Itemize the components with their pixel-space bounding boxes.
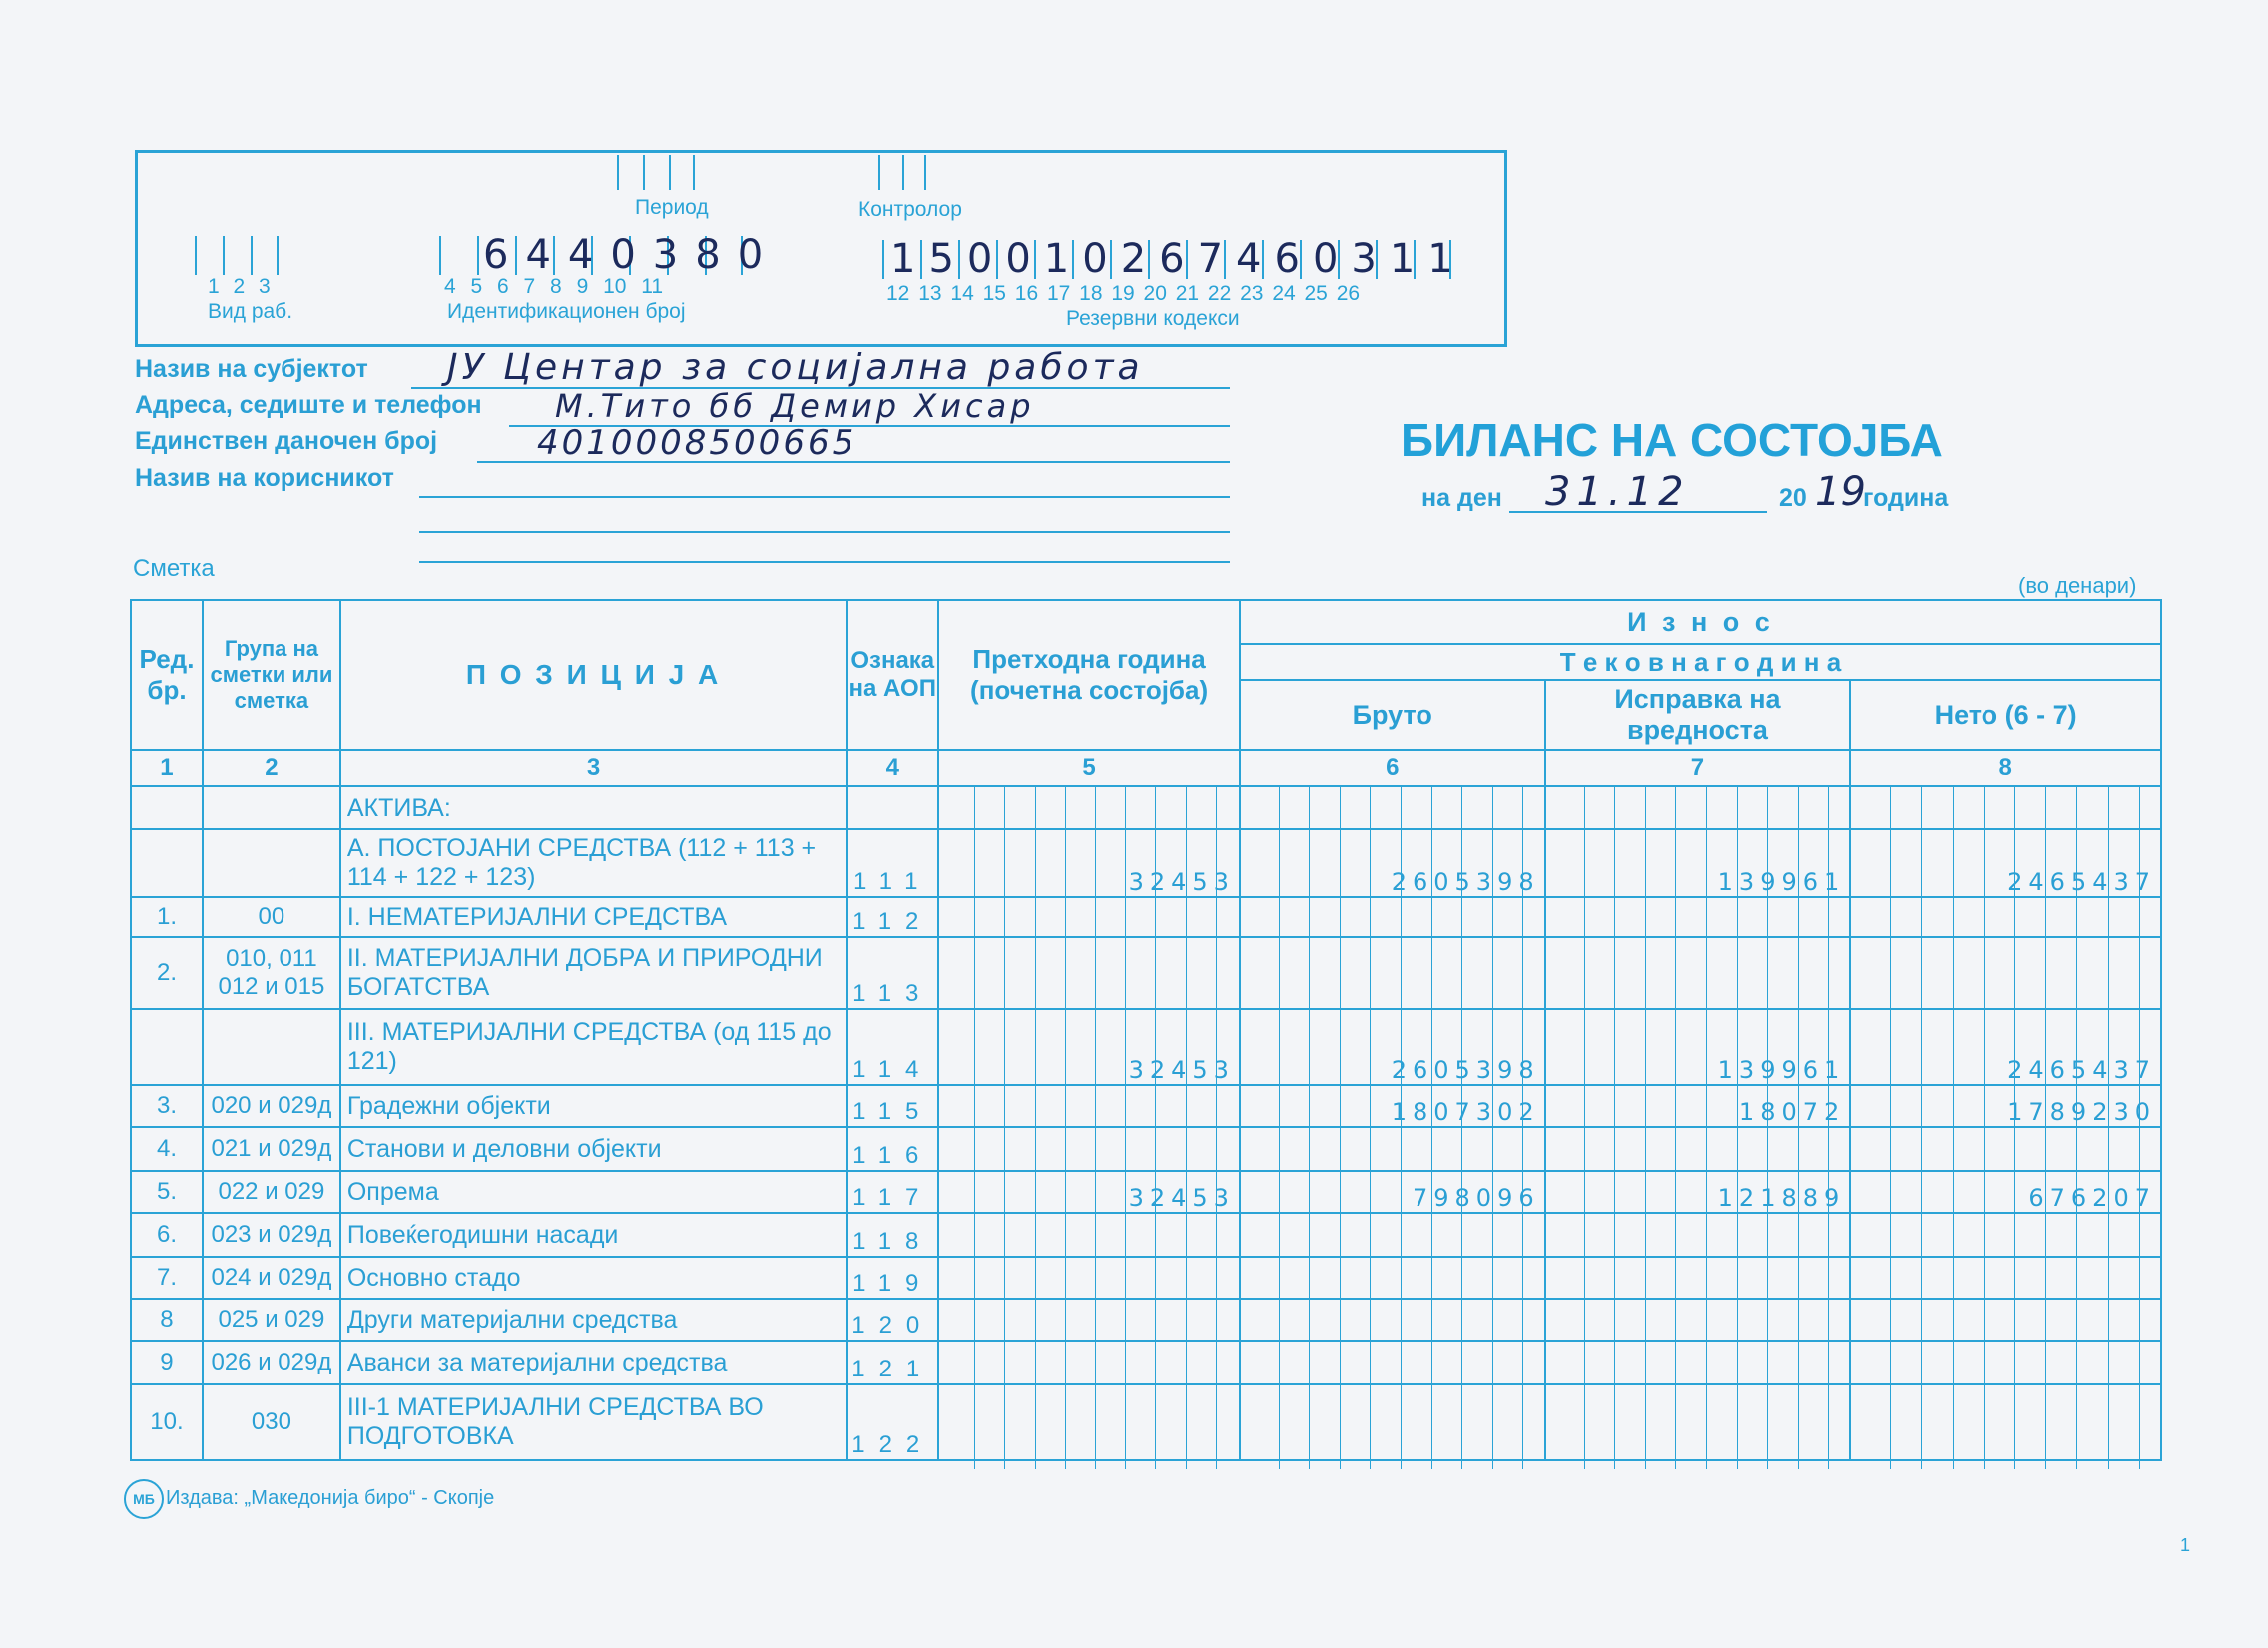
col-gross-header: Бруто [1352, 699, 1432, 730]
subject-name-label: Назив на субјектот [135, 355, 368, 383]
cell-red [131, 1009, 203, 1085]
cell-red [131, 829, 203, 897]
cell-prev [938, 1213, 1240, 1257]
table-row [131, 1257, 2161, 1299]
col-net-header: Нето (6 - 7) [1934, 699, 2077, 730]
cell-pos: АКТИВА: [340, 786, 847, 829]
digit-grid-line [1186, 786, 1187, 1469]
cell-red: 3. [131, 1085, 203, 1127]
cell-red: 7. [131, 1257, 203, 1299]
cell-aop: 122 [847, 1384, 938, 1460]
col-number: 2 [203, 750, 340, 786]
digit-grid-line [2076, 786, 2077, 1469]
reserve-value: 150010267460311 [890, 236, 1466, 281]
cell-prev [938, 1085, 1240, 1127]
cell-prev [938, 937, 1240, 1009]
publisher-text: Издава: „Македонија биро“ - Скопје [166, 1487, 495, 1509]
cell-gross: 1807302 [1240, 1085, 1545, 1127]
digit-grid-line [1065, 786, 1066, 1469]
cell-pos: Аванси за материјални средства [340, 1341, 847, 1384]
cell-pos: Градежни објекти [340, 1085, 847, 1127]
cell-red: 5. [131, 1171, 203, 1213]
cell-pos: Повеќегодишни насади [340, 1213, 847, 1257]
id-digits: 4 5 6 7 8 9 10 11 [444, 275, 664, 298]
digit-grid-line [1767, 786, 1768, 1469]
cell-gross [1240, 1213, 1545, 1257]
cell-red: 9 [131, 1341, 203, 1384]
cell-gross [1240, 897, 1545, 937]
digit-grid-line [1737, 786, 1738, 1469]
digit-grid-line [1309, 786, 1310, 1469]
cell-gross [1240, 937, 1545, 1009]
digit-grid-line [1095, 786, 1096, 1469]
tax-number-label: Единствен даночен број [135, 427, 438, 455]
cell-red: 4. [131, 1127, 203, 1171]
table-row [131, 897, 2161, 937]
cell-net [1850, 937, 2161, 1009]
cell-prev: 32453 [938, 1009, 1240, 1085]
digit-grid-line [2139, 786, 2140, 1469]
cell-gross: 2605398 [1240, 1009, 1545, 1085]
cell-group: 026 и 029д [203, 1341, 340, 1384]
cell-corr [1545, 1299, 1851, 1341]
table-row [131, 786, 2161, 829]
type-label: Вид раб. [208, 300, 293, 323]
cell-corr [1545, 1384, 1851, 1460]
cell-pos: III. МАТЕРИЈАЛНИ СРЕДСТВА (од 115 до 121) [340, 1009, 847, 1085]
date-prefix: на ден [1421, 484, 1502, 512]
digit-grid-line [1035, 786, 1036, 1469]
col-group-header: Група на сметки или сметка [210, 636, 333, 713]
cell-corr [1545, 897, 1851, 937]
cell-group: 010, 011 012 и 015 [203, 937, 340, 1009]
cell-prev: 32453 [938, 829, 1240, 897]
col-amount-header: И з н о с [1627, 606, 1774, 637]
cell-aop: 121 [847, 1341, 938, 1384]
period-label: Период [635, 196, 709, 219]
col-current-header: Т е к о в н а г о д и н а [1559, 646, 1842, 677]
col-number: 6 [1240, 750, 1545, 786]
type-cells [195, 236, 279, 275]
balance-table [130, 599, 2162, 1461]
col-number: 7 [1545, 750, 1851, 786]
cell-group: 025 и 029 [203, 1299, 340, 1341]
cell-prev [938, 1299, 1240, 1341]
cell-aop: 113 [847, 937, 938, 1009]
cell-prev: 32453 [938, 1171, 1240, 1213]
cell-group: 00 [203, 897, 340, 937]
extra-line-2 [419, 561, 1230, 563]
reserve-label: Резервни кодекси [1066, 307, 1240, 330]
cell-net [1850, 1341, 2161, 1384]
table-row [131, 1085, 2161, 1127]
col-number: 8 [1850, 750, 2161, 786]
cell-corr: 139961 [1545, 1009, 1851, 1085]
cell-pos: Основно стадо [340, 1257, 847, 1299]
address-label: Адреса, седиште и телефон [135, 391, 482, 419]
table-row [131, 1384, 2161, 1460]
cell-gross [1240, 1384, 1545, 1460]
cell-group [203, 786, 340, 829]
cell-aop: 117 [847, 1171, 938, 1213]
cell-aop [847, 786, 938, 829]
digit-grid-line [1431, 786, 1432, 1469]
cell-group: 020 и 029д [203, 1085, 340, 1127]
cell-corr: 18072 [1545, 1085, 1851, 1127]
cell-pos: Станови и деловни објекти [340, 1127, 847, 1171]
digit-grid-line [1798, 786, 1799, 1469]
cell-group: 024 и 029д [203, 1257, 340, 1299]
digit-grid-line [1155, 786, 1156, 1469]
cell-group: 030 [203, 1384, 340, 1460]
table-row [131, 937, 2161, 1009]
cell-net: 1789230 [1850, 1085, 2161, 1127]
digit-grid-line [1492, 786, 1493, 1469]
digit-grid-line [1921, 786, 1922, 1469]
digit-grid-line [1675, 786, 1676, 1469]
id-value: 6440380 [483, 232, 781, 277]
table-row [131, 1341, 2161, 1384]
publisher-logo-text: МБ [133, 1491, 155, 1507]
cell-net [1850, 1213, 2161, 1257]
id-label: Идентификационен број [447, 300, 686, 323]
digit-grid-line [2045, 786, 2046, 1469]
digit-grid-line [1461, 786, 1462, 1469]
cell-red [131, 786, 203, 829]
cell-aop: 118 [847, 1213, 938, 1257]
cell-aop: 116 [847, 1127, 938, 1171]
cell-group: 021 и 029д [203, 1127, 340, 1171]
digit-grid-line [1584, 786, 1585, 1469]
col-aop-header: Ознака на АОП [849, 647, 936, 702]
cell-group [203, 1009, 340, 1085]
cell-gross [1240, 786, 1545, 829]
digit-grid-line [1828, 786, 1829, 1469]
cell-gross [1240, 1257, 1545, 1299]
date-value: 31.12 [1545, 469, 1690, 515]
tax-number-value: 4010008500665 [537, 423, 857, 463]
cell-pos: Други материјални средства [340, 1299, 847, 1341]
digit-grid-line [1890, 786, 1891, 1469]
digit-grid-line [1706, 786, 1707, 1469]
cell-prev [938, 1257, 1240, 1299]
account-label: Сметка [133, 555, 215, 582]
cell-pos: А. ПОСТОЈАНИ СРЕДСТВА (112 + 113 + 114 + 122 + 123) [340, 829, 847, 897]
period-cells [617, 155, 695, 190]
cell-aop: 115 [847, 1085, 938, 1127]
col-number: 3 [340, 750, 847, 786]
cell-group: 022 и 029 [203, 1171, 340, 1213]
cell-net [1850, 1384, 2161, 1460]
cell-net [1850, 897, 2161, 937]
cell-aop: 112 [847, 897, 938, 937]
cell-group: 023 и 029д [203, 1213, 340, 1257]
digit-grid-line [1645, 786, 1646, 1469]
col-prev-header: Претходна година (почетна состојба) [970, 644, 1209, 705]
col-position-header: П О З И Ц И Ј А [465, 659, 722, 690]
year-suffix: година [1863, 484, 1949, 512]
cell-prev [938, 1127, 1240, 1171]
cell-red: 8 [131, 1299, 203, 1341]
cell-corr [1545, 937, 1851, 1009]
year-prefix: 20 [1779, 484, 1807, 512]
controller-label: Контролор [858, 198, 962, 221]
cell-net [1850, 1299, 2161, 1341]
currency-note: (во денари) [2018, 573, 2137, 598]
col-number: 5 [938, 750, 1240, 786]
digit-grid-line [2108, 786, 2109, 1469]
user-name-line [419, 496, 1230, 498]
digit-grid-line [1370, 786, 1371, 1469]
cell-prev [938, 786, 1240, 829]
cell-net: 676207 [1850, 1171, 2161, 1213]
digit-grid-line [1953, 786, 1954, 1469]
user-name-label: Назив на корисникот [135, 464, 394, 492]
cell-gross: 2605398 [1240, 829, 1545, 897]
cell-net: 2465437 [1850, 1009, 2161, 1085]
table-row [131, 1127, 2161, 1171]
cell-corr: 139961 [1545, 829, 1851, 897]
cell-group [203, 829, 340, 897]
cell-corr [1545, 786, 1851, 829]
cell-aop: 111 [847, 829, 938, 897]
column-number-row [131, 750, 2161, 786]
digit-grid-line [1004, 786, 1005, 1469]
reserve-digits: 12 13 14 15 16 17 18 19 20 21 22 23 24 25 26 [886, 282, 1361, 305]
cell-aop: 119 [847, 1257, 938, 1299]
cell-aop: 114 [847, 1009, 938, 1085]
digit-grid-line [1522, 786, 1523, 1469]
digit-grid-line [1279, 786, 1280, 1469]
table-row [131, 1213, 2161, 1257]
cell-pos: II. МАТЕРИЈАЛНИ ДОБРА И ПРИРОДНИ БОГАТСТВА [340, 937, 847, 1009]
cell-pos: III-1 МАТЕРИЈАЛНИ СРЕДСТВА ВО ПОДГОТОВКА [340, 1384, 847, 1460]
year-value: 19 [1815, 469, 1866, 515]
cell-net [1850, 1257, 2161, 1299]
subject-name-value: ЈУ Центар за социјална работа [447, 347, 1144, 388]
type-digits: 1 2 3 [208, 275, 275, 298]
cell-prev [938, 1341, 1240, 1384]
col-red-header: Ред. бр. [139, 644, 195, 705]
col-number: 4 [847, 750, 938, 786]
digit-grid-line [1340, 786, 1341, 1469]
document-title: БИЛАНС НА СОСТОЈБА [1401, 414, 1943, 466]
digit-grid-line [1614, 786, 1615, 1469]
table-row [131, 829, 2161, 897]
digit-grid-line [1401, 786, 1402, 1469]
cell-gross: 798096 [1240, 1171, 1545, 1213]
cell-red: 10. [131, 1384, 203, 1460]
cell-corr: 121889 [1545, 1171, 1851, 1213]
extra-line-1 [419, 531, 1230, 533]
cell-red: 1. [131, 897, 203, 937]
cell-corr [1545, 1127, 1851, 1171]
cell-aop: 120 [847, 1299, 938, 1341]
controller-cells [878, 155, 926, 190]
cell-corr [1545, 1213, 1851, 1257]
digit-grid-line [1216, 786, 1217, 1469]
table-row [131, 1009, 2161, 1085]
col-correction-header: Исправка на вредноста [1614, 684, 1781, 745]
digit-grid-line [1125, 786, 1126, 1469]
col-number: 1 [131, 750, 203, 786]
table-row [131, 1171, 2161, 1213]
cell-red: 6. [131, 1213, 203, 1257]
cell-net [1850, 1127, 2161, 1171]
cell-gross [1240, 1341, 1545, 1384]
cell-red: 2. [131, 937, 203, 1009]
cell-corr [1545, 1257, 1851, 1299]
table-row [131, 1299, 2161, 1341]
cell-gross [1240, 1299, 1545, 1341]
cell-net: 2465437 [1850, 829, 2161, 897]
address-value: М.Тито бб Демир Хисар [555, 387, 1035, 425]
cell-gross [1240, 1127, 1545, 1171]
digit-grid-line [974, 786, 975, 1469]
cell-prev [938, 897, 1240, 937]
page-number: 1 [2180, 1535, 2191, 1555]
publisher-logo [124, 1479, 164, 1519]
cell-prev [938, 1384, 1240, 1460]
cell-pos: I. НЕМАТЕРИЈАЛНИ СРЕДСТВА [340, 897, 847, 937]
cell-pos: Опрема [340, 1171, 847, 1213]
cell-net [1850, 786, 2161, 829]
digit-grid-line [2014, 786, 2015, 1469]
cell-corr [1545, 1341, 1851, 1384]
